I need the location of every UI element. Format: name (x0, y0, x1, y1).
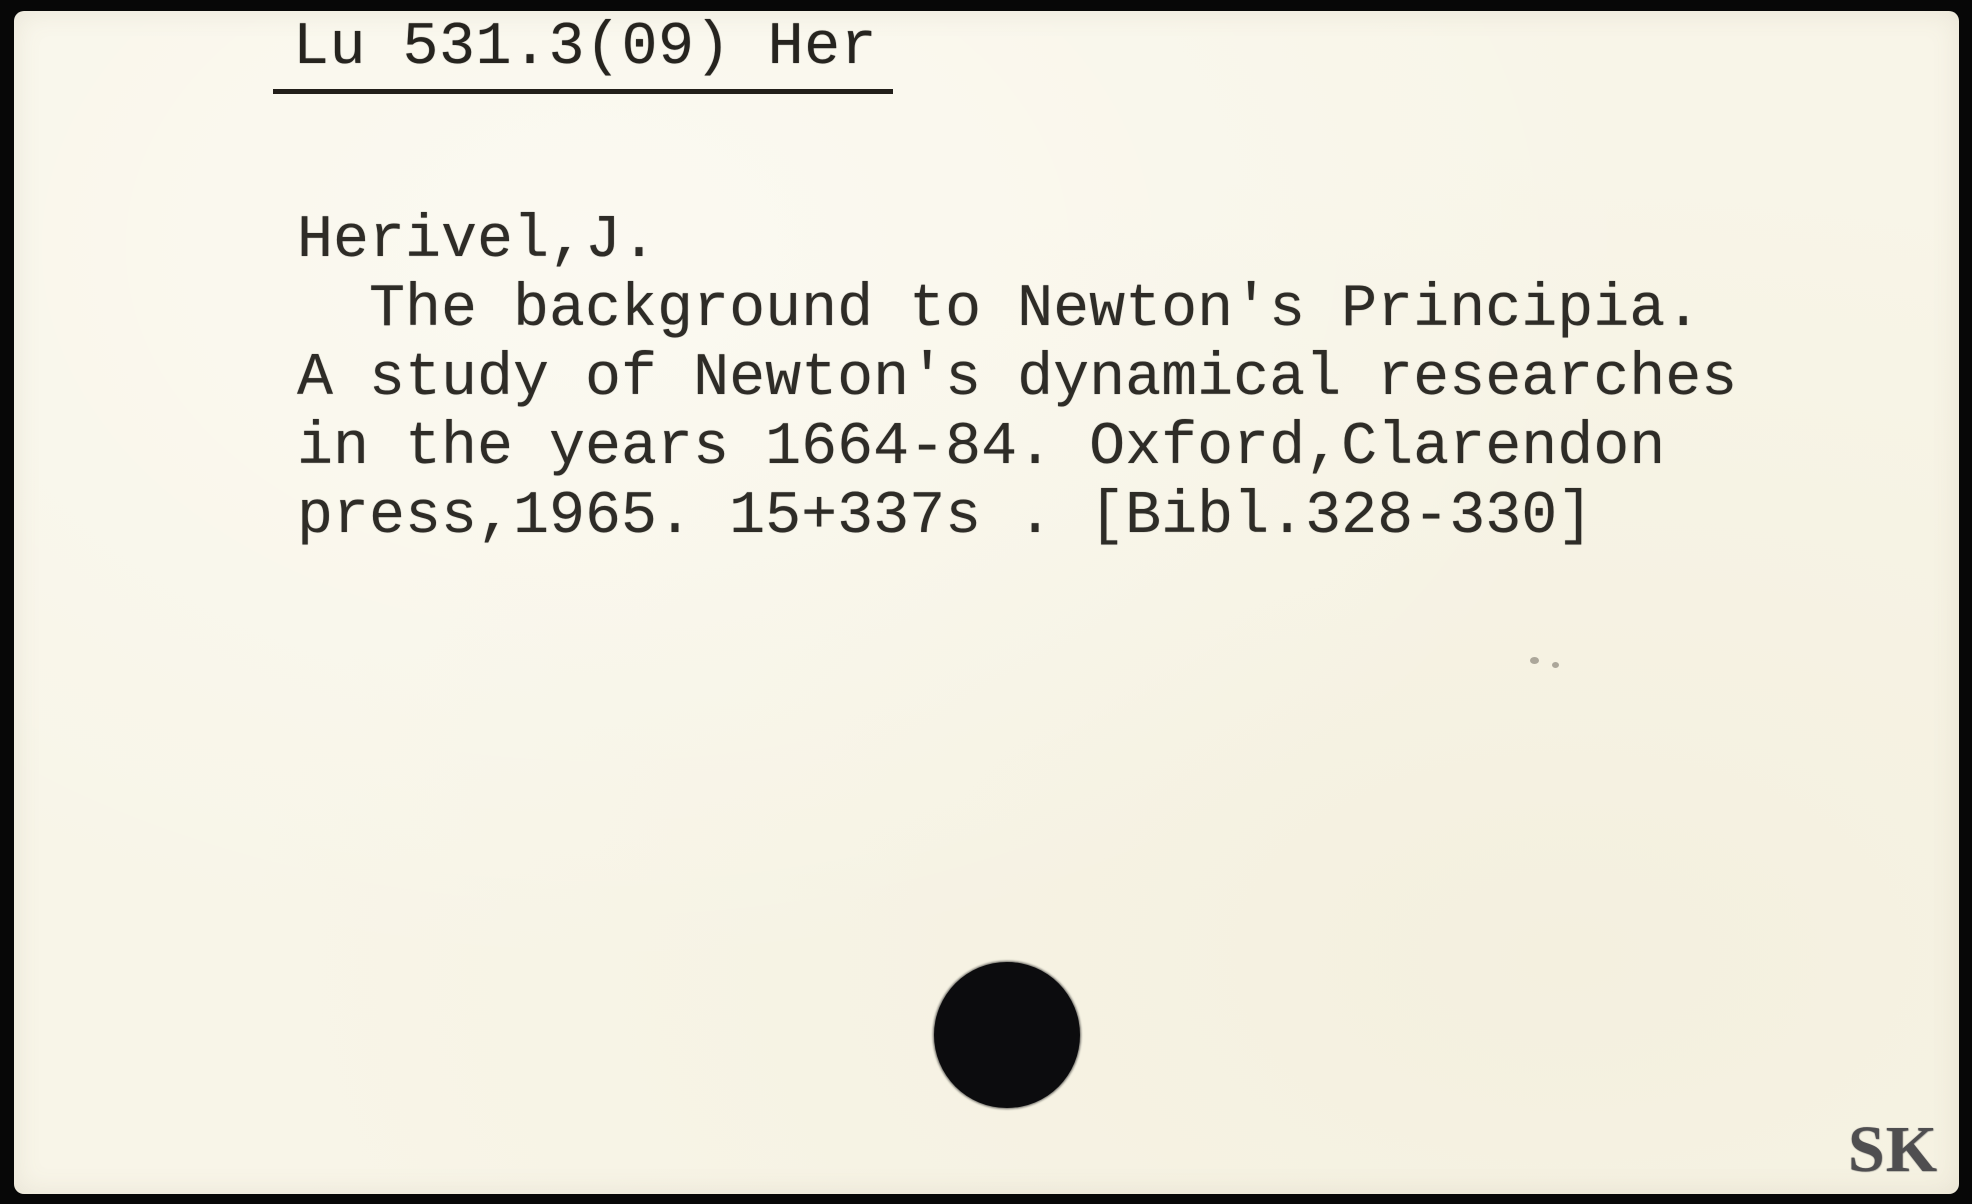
catalog-card (14, 11, 1959, 1194)
subtitle-line: A study of Newton's dynamical researches (297, 345, 1738, 413)
library-stamp: SK (1848, 1113, 1939, 1186)
paper-speck (1552, 662, 1559, 668)
catalog-entry (297, 207, 1737, 552)
paper-speck (1530, 657, 1539, 664)
collation-line: press,1965. 15+337s . [Bibl.328-330] (297, 483, 1594, 551)
title-line: The background to Newton's Principia. (297, 276, 1702, 344)
punch-hole (934, 962, 1080, 1108)
imprint-line: in the years 1664-84. Oxford,Clarendon (297, 414, 1666, 482)
call-number: Lu 531.3(09) Her (273, 15, 893, 94)
author-line: Herivel,J. (297, 207, 658, 275)
